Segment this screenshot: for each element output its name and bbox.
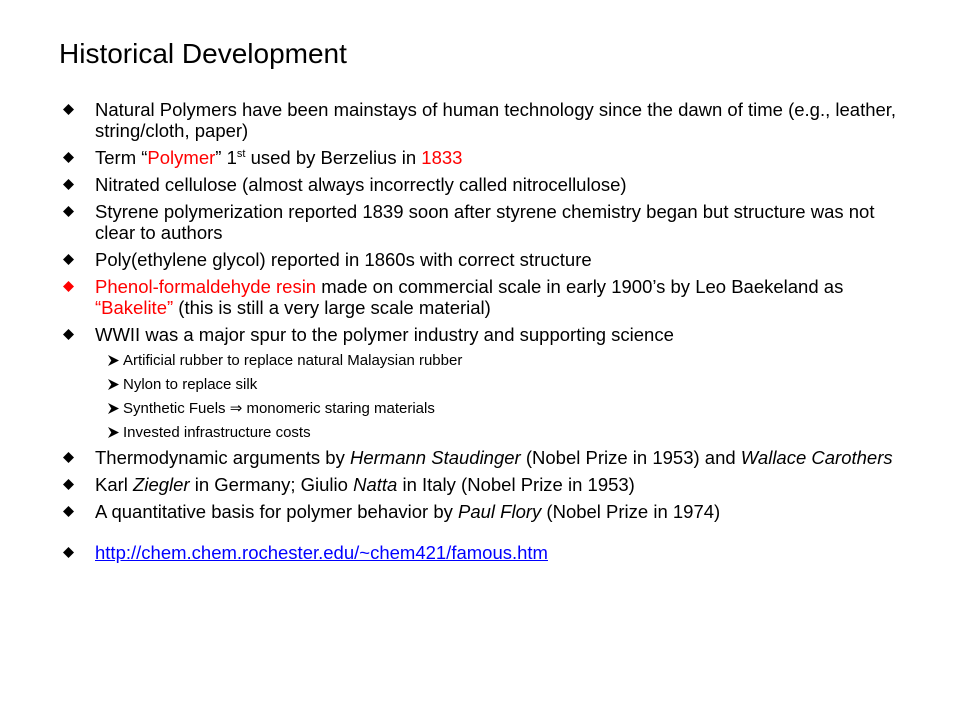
person-name: Paul Flory <box>458 501 542 522</box>
slide-title: Historical Development <box>59 38 347 69</box>
bullet-text: in Italy (Nobel Prize in 1953) <box>397 474 635 495</box>
bullet-item <box>63 147 913 168</box>
bullet-item <box>63 447 913 468</box>
person-name: Ziegler <box>133 474 190 495</box>
arrowhead-bullet-icon <box>108 355 119 366</box>
arrowhead-bullet-icon <box>108 427 119 438</box>
diamond-bullet-icon <box>63 152 74 163</box>
bullet-item <box>63 276 913 318</box>
person-name: Hermann Staudinger <box>350 447 521 468</box>
sub-bullet-text: Artificial rubber to replace natural Malaysian rubber <box>123 352 463 369</box>
sub-bullet-item <box>63 399 913 418</box>
diamond-bullet-icon-red <box>63 281 74 292</box>
famous-polymer-scientists-link[interactable]: http://chem.chem.rochester.edu/~chem421/famous.htm <box>95 542 548 563</box>
bullet-text: (Nobel Prize in 1974) <box>541 501 721 522</box>
bullet-item <box>63 542 913 563</box>
bullet-text: Styrene polymerization reported 1839 soon after styrene chemistry began but structure was not clear to authors <box>95 201 875 243</box>
bullet-item <box>63 501 913 522</box>
bullet-text: (this is still a very large scale material) <box>173 297 491 318</box>
person-name: Natta <box>353 474 398 495</box>
bullet-text: Thermodynamic arguments by <box>95 447 350 468</box>
bullet-text: Poly(ethylene glycol) reported in 1860s with correct structure <box>95 249 592 270</box>
bullet-text: made on commercial scale in early 1900’s by Leo Baekeland as <box>316 276 844 297</box>
bullet-item <box>63 474 913 495</box>
bullet-text: Karl <box>95 474 134 495</box>
diamond-bullet-icon <box>63 206 74 217</box>
bullet-item <box>63 249 913 270</box>
bullet-item <box>63 201 913 243</box>
highlight-term: Polymer <box>147 147 216 168</box>
bullet-text: A quantitative basis for polymer behavior by <box>95 501 458 522</box>
bullet-list <box>63 99 913 569</box>
sub-bullet-text: Nylon to replace silk <box>123 376 258 393</box>
sub-bullet-item <box>63 375 913 394</box>
bullet-text: Natural Polymers have been mainstays of human technology since the dawn of time (e.g., leather, string/cloth, paper) <box>95 99 897 141</box>
diamond-bullet-icon <box>63 329 74 340</box>
diamond-bullet-icon <box>63 104 74 115</box>
arrowhead-bullet-icon <box>108 379 119 390</box>
highlight-term: Phenol-formaldehyde resin <box>95 276 317 297</box>
bullet-text: (Nobel Prize in 1953) and <box>520 447 741 468</box>
bullet-text: in Germany; Giulio <box>189 474 354 495</box>
arrowhead-bullet-icon <box>108 403 119 414</box>
bullet-item <box>63 99 913 141</box>
diamond-bullet-icon <box>63 254 74 265</box>
sub-bullet-item <box>63 351 913 370</box>
bullet-text: Term “ <box>95 147 148 168</box>
bullet-text: used by Berzelius in <box>245 147 422 168</box>
bullet-text: WWII was a major spur to the polymer industry and supporting science <box>95 324 674 345</box>
bullet-item <box>63 324 913 345</box>
diamond-bullet-icon <box>63 179 74 190</box>
bullet-text: ” 1 <box>215 147 237 168</box>
diamond-bullet-icon <box>63 452 74 463</box>
superscript: st <box>236 147 246 160</box>
bullet-item <box>63 174 913 195</box>
highlight-term: “Bakelite” <box>95 297 174 318</box>
sub-bullet-text: Synthetic Fuels ⇒ monomeric staring materials <box>123 400 435 417</box>
diamond-bullet-icon <box>63 506 74 517</box>
diamond-bullet-icon <box>63 479 74 490</box>
bullet-text: Nitrated cellulose (almost always incorrectly called nitrocellulose) <box>95 174 627 195</box>
sub-bullet-text: Invested infrastructure costs <box>123 424 311 441</box>
diamond-bullet-icon <box>63 547 74 558</box>
person-name: Wallace Carothers <box>740 447 893 468</box>
sub-bullet-item <box>63 423 913 442</box>
highlight-year: 1833 <box>421 147 463 168</box>
